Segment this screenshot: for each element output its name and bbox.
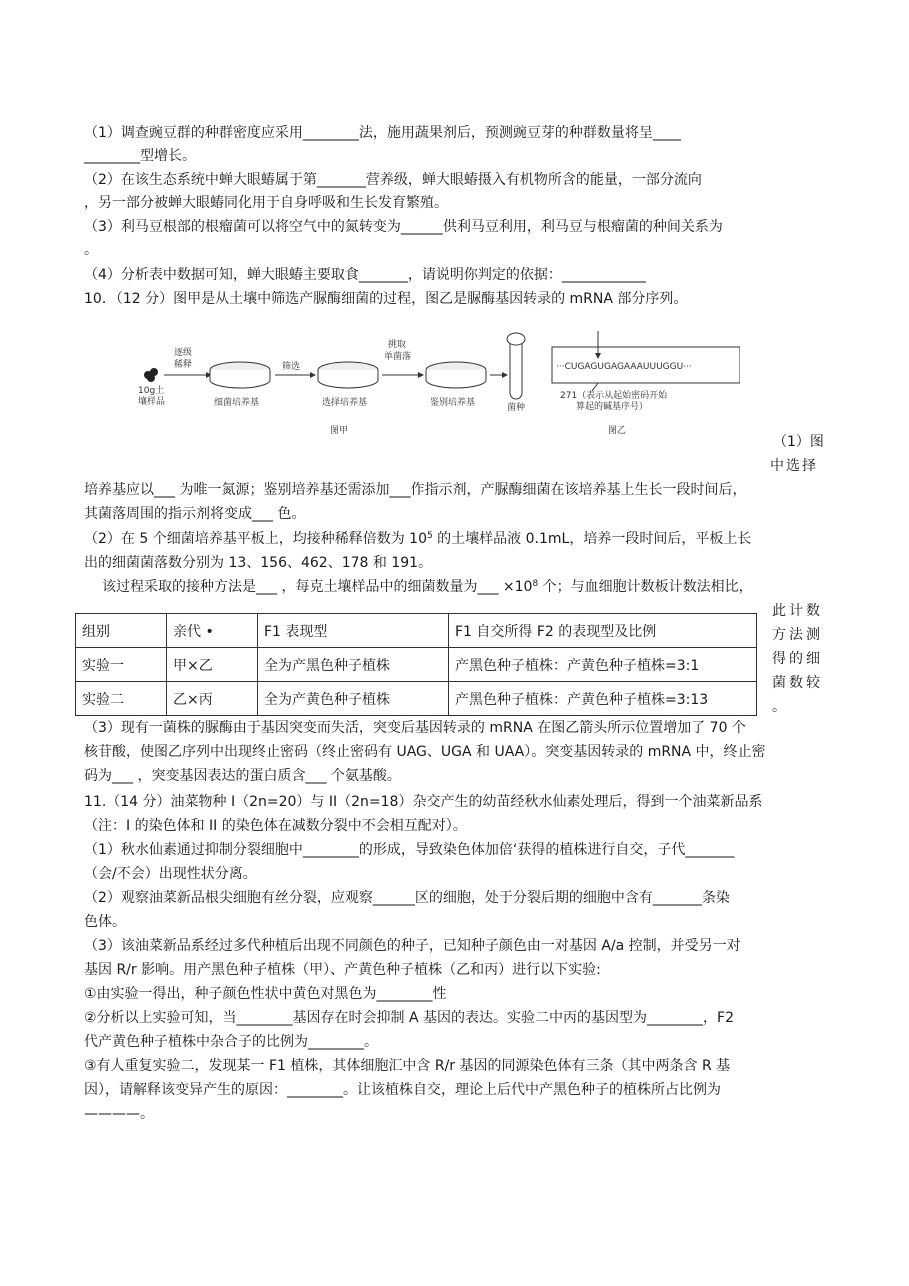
q11-line-10: 代产黄色种子植株中杂合子的比例为________。 xyxy=(84,1034,378,1050)
q9-line-7: （4）分析表中数据可知，蝉大眼蝽主要取食_______，请说明你判定的依据：____________ xyxy=(84,267,646,283)
dish1-label: 细菌培养基 xyxy=(214,398,260,408)
svg-text:稀释: 稀释 xyxy=(174,360,193,370)
q11-line-5: 色体。 xyxy=(84,914,126,930)
q9-line-5: （3）利马豆根部的根瘤菌可以将空气中的氮转变为______供利马豆利用，利马豆与根瘤菌的种间关系为 xyxy=(84,219,723,235)
soil-sample-icon xyxy=(144,368,158,382)
q10-line-1: 培养基应以___ 为唯一氮源；鉴别培养基还需添加___作指示剂，产脲酶细菌在该培养基上生长一段时间后， xyxy=(84,482,747,498)
q10-line-3: （2）在 5 个细菌培养基平板上，均接种稀释倍数为 $10^5$ 的土壤样品液 0.1mL，培养一段时间后，平板上长 xyxy=(84,531,752,547)
q9-line-3: （2）在该生态系统中蝉大眼蝽属于第_______营养级，蝉大眼蝽摄入有机物所含的能量，一部分流向 xyxy=(84,172,702,188)
figure-jia-caption: 图甲 xyxy=(330,426,349,436)
q10-line-5: 该过程采取的接种方法是___ ，每克土壤样品中的细菌数量为___ $\times 10^8$ 个；与血细胞计数板计数法相比， xyxy=(102,579,753,595)
petri-dish-2 xyxy=(318,362,378,388)
q10-line-4: 出的细菌菌落数分别为 13、156、462、178 和 191。 xyxy=(84,555,433,571)
table-row: 实验二 乙×丙 全为产黄色种子植株 产黑色种子植株：产黄色种子植株=3:13 xyxy=(76,682,757,716)
tube-label: 菌种 xyxy=(507,403,526,413)
q9-line-1: （1）调查豌豆群的种群密度应采用________法，施用蔬果剂后，预测豌豆芽的种群数量将呈____ xyxy=(84,125,681,141)
q11-line-2: （1）秋水仙素通过抑制分裂细胞中________的形成，导致染色体加倍‘获得的植株进行自交，子代_______ xyxy=(84,842,735,858)
table-row: 实验一 甲×乙 全为产黑色种子植株 产黑色种子植株：产黄色种子植株=3:1 xyxy=(76,648,757,682)
q11-line-9: ②分析以上实验可知，当________基因存在时会抑制 A 基因的表达。实验二中丙的基因型为________，F2 xyxy=(84,1010,734,1026)
q11-title: 11.（14 分）油菜物种 I（2n=20）与 II（2n=18）杂交产生的幼苗经秋水仙素处理后，得到一个油菜新品系 xyxy=(84,794,763,810)
svg-text:筛选: 筛选 xyxy=(282,362,301,372)
dish3-label: 鉴别培养基 xyxy=(430,398,476,408)
q10-title: 10．（12 分）图甲是从土壤中筛选产脲酶细菌的过程，图乙是脲酶基因转录的 mRNA 部分序列。 xyxy=(84,291,688,307)
mrna-sequence: ···CUGAGUGAGAAAUUUGGU··· xyxy=(556,362,692,372)
q9-line-4: ，另一部分被蝉大眼蝽同化用于自身呼吸和生长发育繁殖。 xyxy=(84,195,448,211)
svg-text:逐级: 逐级 xyxy=(174,348,193,358)
svg-text:算起的碱基序号）: 算起的碱基序号） xyxy=(576,402,649,412)
q11-line-1: （注：I 的染色体和 II 的染色体在减数分裂中不会相互配对）。 xyxy=(84,818,467,834)
q10-line-8: 码为___ ，突变基因表达的蛋白质含___ 个氨基酸。 xyxy=(84,768,401,784)
test-tube-icon xyxy=(507,333,525,399)
petri-dish-3 xyxy=(426,362,486,388)
figure-yi-caption: 图乙 xyxy=(608,426,627,436)
q10-line-6: （3）现有一菌株的脲酶由于基因突变而失活，突变后基因转录的 mRNA 在图乙箭头所示位置增加了 70 个 xyxy=(84,720,746,736)
q9-line-2: ________型增长。 xyxy=(84,148,196,164)
q11-line-4: （2）观察油菜新品根尖细胞有丝分裂，应观察______区的细胞，处于分裂后期的细胞中含有_______条染 xyxy=(84,890,730,906)
dish2-label: 选择培养基 xyxy=(322,398,368,408)
svg-text:挑取: 挑取 xyxy=(388,340,407,350)
petri-dish-1 xyxy=(210,362,270,388)
table-header-row: 组别 亲代 • F1 表现型 F1 自交所得 F2 的表现型及比例 xyxy=(76,614,757,648)
q9-line-6: 。 xyxy=(84,242,98,258)
q11-line-12: 因），请解释该变异产生的原因：________。让该植株自交，理论上后代中产黑色种子的植株所占比例为 xyxy=(84,1082,721,1098)
svg-text:单菌落: 单菌落 xyxy=(384,352,412,362)
q11-line-3: （会/不会）出现性状分离。 xyxy=(84,866,257,882)
experiment-table xyxy=(75,613,757,716)
q11-line-7: 基因 R/r 影响。用产黑色种子植株（甲）、产黄色种子植株（乙和丙）进行以下实验: xyxy=(84,962,601,978)
q11-line-8: ①由实验一得出，种子颜色性状中黄色对黑色为________性 xyxy=(84,986,447,1002)
q10-line-7: 核苷酸，使图乙序列中出现终止密码（终止密码有 UAG、UGA 和 UAA）。突变基因转录的 mRNA 中，终止密 xyxy=(84,744,766,760)
figure-jia-yi xyxy=(130,325,740,440)
q11-line-13: ————。 xyxy=(84,1106,154,1122)
figure-sample-label: 10g土 xyxy=(138,386,165,396)
q11-line-6: （3）该油菜新品系经过多代种植后出现不同颜色的种子，已知种子颜色由一对基因 A/a 控制，并受另一对 xyxy=(84,938,741,954)
sequence-number-note: 271（表示从起始密码开始 xyxy=(560,391,668,401)
q10-line-2: 其菌落周围的指示剂将变成___ 色。 xyxy=(84,506,306,522)
q11-line-11: ③有人重复实验二，发现某一 F1 植株，其体细胞汇中含 R/r 基因的同源染色体有三条（其中两条含 R 基 xyxy=(84,1058,731,1074)
svg-text:壤样品: 壤样品 xyxy=(138,397,166,407)
